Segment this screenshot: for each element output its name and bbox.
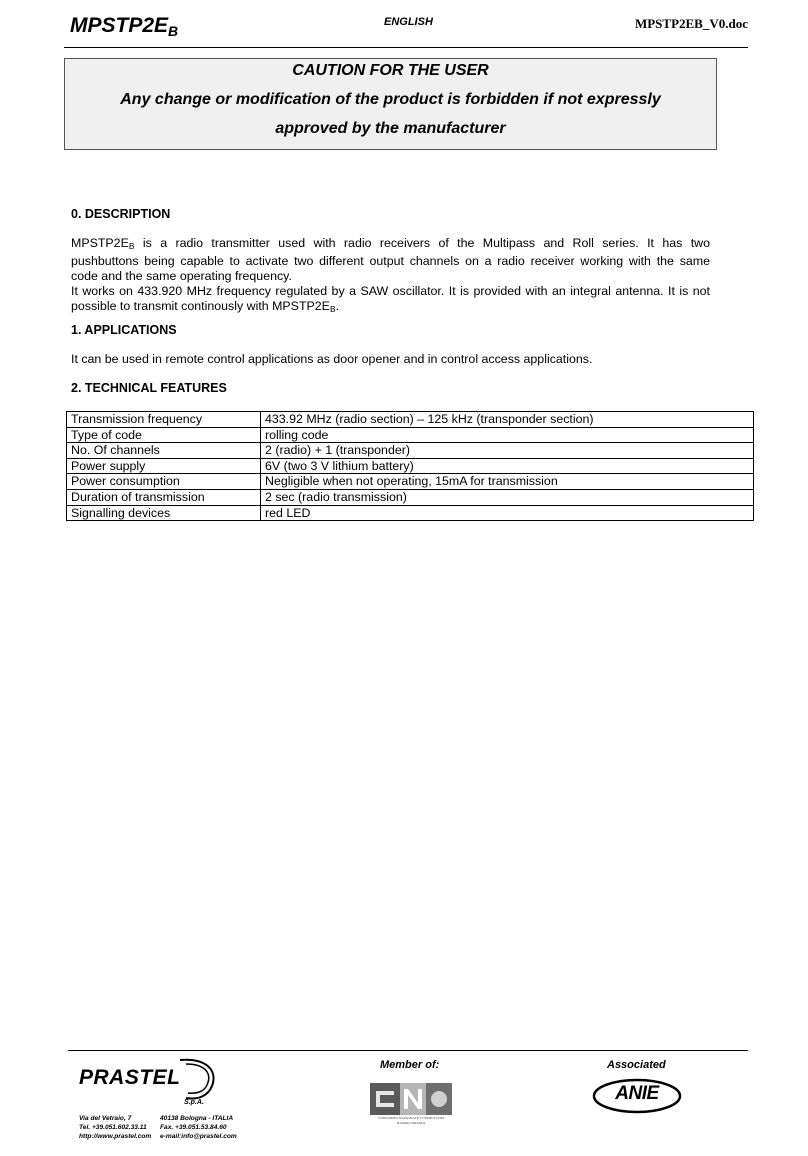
feature-label: Power consumption <box>67 474 261 490</box>
feature-value: 433.92 MHz (radio section) – 125 kHz (transponder section) <box>261 412 754 428</box>
feature-value: 6V (two 3 V lithium battery) <box>261 458 754 474</box>
member-of-label: Member of: <box>380 1059 440 1071</box>
footer-divider <box>68 1050 748 1051</box>
table-row <box>67 489 754 505</box>
table-row <box>67 412 754 428</box>
technical-features-table <box>66 411 754 521</box>
applications-text: It can be used in remote control applications as door opener and in control access applications. <box>71 352 593 366</box>
table-row <box>67 443 754 459</box>
address-website: http://www.prastel.com <box>79 1133 152 1140</box>
description-heading: 0. DESCRIPTION <box>71 207 171 221</box>
anie-logo-text: ANIE <box>615 1083 659 1104</box>
feature-value: Negligible when not operating, 15mA for transmission <box>261 474 754 490</box>
feature-value: red LED <box>261 505 754 521</box>
description-line5: possible to transmit continously with $MPSTP2E_B$. <box>71 299 340 314</box>
description-paragraph <box>71 236 710 317</box>
cnr-caption: CONSORZIO NAZIONALE COSTRUTTORI RADIOCOMANDI <box>377 1116 445 1125</box>
caution-box <box>64 58 717 150</box>
company-suffix: S.p.A. <box>184 1099 204 1106</box>
feature-label: Transmission frequency <box>67 412 261 428</box>
document-title: $MPSTP2E_B$ <box>70 14 179 39</box>
feature-label: Type of code <box>67 427 261 443</box>
file-name: MPSTP2EB_V0.doc <box>634 16 748 31</box>
header-divider <box>64 47 748 48</box>
caution-text-line2: approved by the manufacturer <box>275 120 506 137</box>
feature-label: Duration of transmission <box>67 489 261 505</box>
applications-heading: 1. APPLICATIONS <box>71 323 177 337</box>
feature-value: 2 (radio) + 1 (transponder) <box>261 443 754 459</box>
feature-value: rolling code <box>261 427 754 443</box>
description-line1: $MPSTP2E_B$ is a radio transmitter used with radio receivers of the Multipass and Roll series. It has two <box>71 236 710 251</box>
feature-label: Signalling devices <box>67 505 261 521</box>
caution-text-line1: Any change or modification of the product is forbidden if not expressly <box>120 91 661 108</box>
description-line4: It works on 433.920 MHz frequency regulated by a SAW oscillator. It is provided with an integral antenna. It is not <box>71 284 710 298</box>
prastel-logo: PRASTEL <box>79 1066 181 1089</box>
address-fax: Fax. +39.051.53.84.60 <box>160 1124 227 1131</box>
feature-value: 2 sec (radio transmission) <box>261 489 754 505</box>
caution-title: CAUTION FOR THE USER <box>292 62 489 79</box>
technical-heading: 2. TECHNICAL FEATURES <box>71 381 227 395</box>
table-row <box>67 427 754 443</box>
table-row <box>67 505 754 521</box>
language-label: ENGLISH <box>384 16 433 28</box>
associated-label: Associated <box>607 1059 666 1071</box>
address-street: Via del Vetraio, 7 <box>79 1115 132 1122</box>
table-row <box>67 474 754 490</box>
address-left <box>79 1114 151 1141</box>
feature-label: No. Of channels <box>67 443 261 459</box>
table-row <box>67 458 754 474</box>
address-right <box>160 1114 237 1141</box>
feature-label: Power supply <box>67 458 261 474</box>
address-email: e-mail:info@prastel.com <box>160 1133 237 1140</box>
address-city: 40138 Bologna - ITALIA <box>160 1115 234 1122</box>
address-phone: Tel. +39.051.602.33.11 <box>79 1124 147 1131</box>
description-line3: code and the same operating frequency. <box>71 269 292 283</box>
description-line2: pushbuttons being capable to activate two different output channels on a radio receiver working with the same <box>71 254 710 268</box>
